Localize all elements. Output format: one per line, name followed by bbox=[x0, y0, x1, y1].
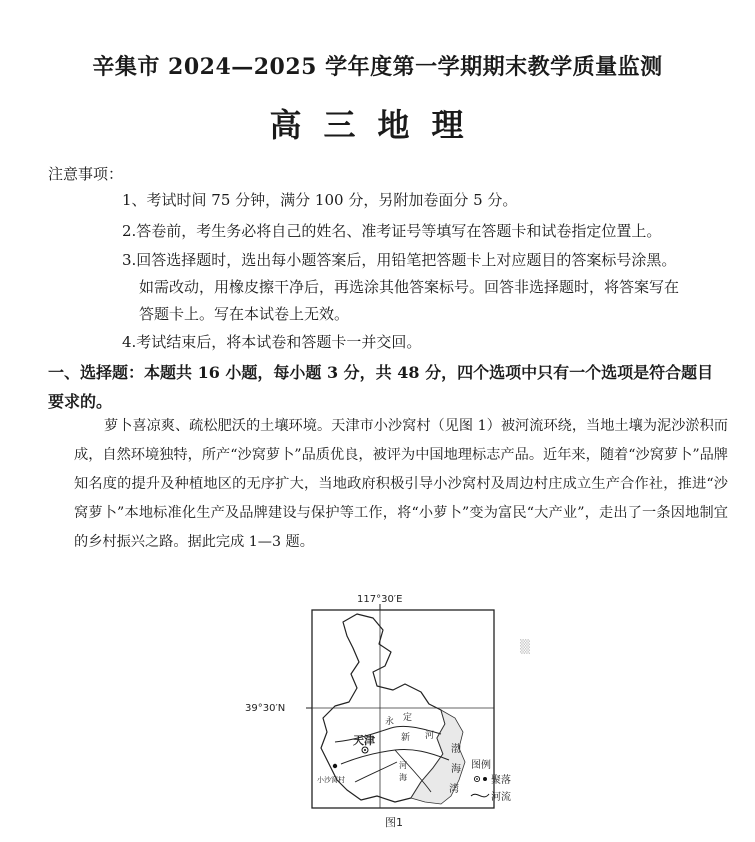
notice-item-4: 4.考试结束后，将本试卷和答题卡一并交回。 bbox=[122, 333, 422, 351]
notice-item-1: 1、考试时间 75 分钟，满分 100 分，另附加卷面分 5 分。 bbox=[122, 191, 518, 209]
legend-settlement-dot bbox=[476, 778, 478, 780]
map-label-xin: 新 bbox=[401, 733, 411, 743]
reading-passage: 萝卜喜凉爽、疏松肥沃的土壤环境。天津市小沙窝村（见图 1）被河流环绕，当地土壤为泥沙淤积而成，自然环境独特，所产“沙窝萝卜”品质优良，被评为中国地理标志产品。近年来，随着“沙窝萝卜”品牌知名度的提升及种植地区的无序扩大，当地政府积极引导小沙窝村及周边村庄成立生产合作社，推进“沙窝萝卜”本地标准化生产及品牌建设与保护等工作，将“小萝卜”变为富民“大产业”，走出了一条因地制宜的乡村振兴之路。据此完成 1—3 题。 bbox=[74, 418, 728, 550]
latitude-label: 39°30′N bbox=[245, 703, 286, 714]
map-label-ding: 定 bbox=[403, 713, 413, 723]
notice-item-3: 3.回答选择题时，选出每小题答案后，用铅笔把答题卡上对应题目的答案标号涂黑。 bbox=[122, 251, 677, 269]
map-label-he-2: 河 bbox=[399, 761, 407, 770]
map-label-yong: 永 bbox=[385, 717, 395, 727]
longitude-label: 117°30′E bbox=[357, 594, 403, 605]
bleed-through-mark: ▒ bbox=[520, 640, 530, 655]
map-label-hai2: 海 bbox=[451, 764, 461, 775]
notice-item-3-cont-2: 答题卡上。写在本试卷上无效。 bbox=[139, 305, 350, 323]
map-label-he-1: 河 bbox=[425, 731, 435, 741]
map-label-village: 小沙窝村 bbox=[317, 776, 345, 784]
map-label-hai: 海 bbox=[399, 773, 407, 782]
notice-item-2: 2.答卷前，考生务必将自己的姓名、准考证号等填写在答题卡和试卷指定位置上。 bbox=[122, 222, 662, 240]
notice-heading: 注意事项： bbox=[48, 165, 124, 183]
notice-item-3-cont-1: 如需改动，用橡皮擦干净后，再选涂其他答案标号。回答非选择题时，将答案写在 bbox=[139, 278, 680, 296]
section-heading: 一、选择题：本题共 16 小题，每小题 3 分，共 48 分，四个选项中只有一个选项是符合题目要求的。 bbox=[48, 363, 714, 411]
legend-river-label: 河流 bbox=[491, 792, 511, 803]
legend-village-symbol bbox=[483, 777, 487, 781]
tianjin-settlement-dot bbox=[364, 749, 366, 751]
legend-title: 图例 bbox=[471, 760, 491, 771]
map-label-bo: 渤 bbox=[451, 744, 461, 755]
map-label-wan: 湾 bbox=[449, 784, 459, 795]
map-svg bbox=[245, 592, 545, 832]
exam-title: 辛集市 2024—2025 学年度第一学期期末教学质量监测 bbox=[92, 54, 663, 80]
subject-title: 高三地理 bbox=[269, 106, 486, 144]
map-label-tianjin: 天津 bbox=[353, 734, 375, 747]
figure-1-map bbox=[245, 592, 545, 832]
figure-caption: 图1 bbox=[385, 816, 403, 829]
legend-settlement-label: 聚落 bbox=[491, 775, 511, 786]
village-settlement-symbol bbox=[333, 764, 337, 768]
